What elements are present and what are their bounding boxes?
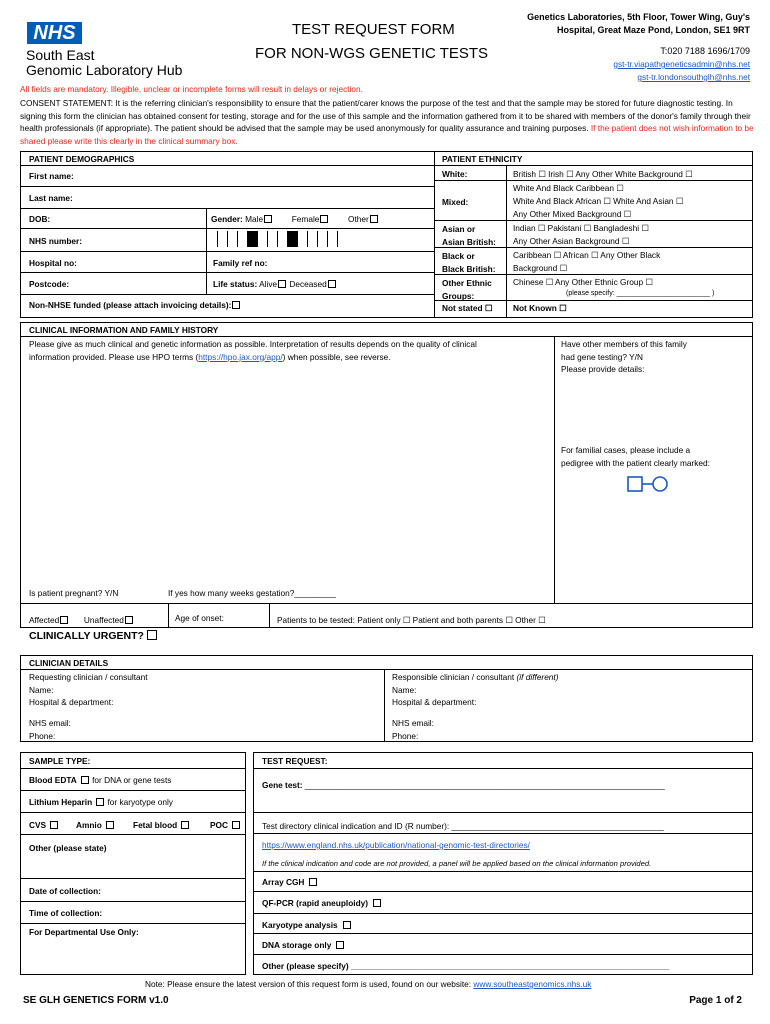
test-other[interactable]: Other (please specify) _____________________________________________________________________	[262, 961, 670, 971]
collection-time-label[interactable]: Time of collection:	[29, 908, 103, 918]
pedigree-instruction: For familial cases, please include a pedigree with the patient clearly marked:	[561, 445, 710, 468]
ethnicity-other-label: Other Ethnic Groups:	[442, 278, 492, 301]
unaffected-label: Unaffected	[83, 615, 124, 625]
pregnant-question: Is patient pregnant? Y/N	[29, 588, 119, 598]
test-array-cgh[interactable]: Array CGH	[262, 877, 318, 887]
gene-test-field[interactable]: Gene test: ______________________________________________________________________________	[262, 780, 665, 790]
clinical-info-table	[20, 322, 753, 628]
test-directory-field[interactable]: Test directory clinical indication and ID (R number): ______________________________________________	[262, 821, 664, 831]
collection-date-label[interactable]: Date of collection:	[29, 886, 101, 896]
gender-other-label: Other	[348, 214, 369, 224]
sample-fetal-blood[interactable]: Fetal blood	[133, 820, 190, 830]
ethnicity-other-specify[interactable]: (please specify: ________________________ )	[566, 290, 715, 297]
ethnicity-asian-options-1[interactable]: Indian ☐ Pakistani ☐ Bangladeshi ☐	[513, 223, 649, 233]
postcode-label: Postcode:	[29, 279, 70, 289]
clinical-instructions: Please give as much clinical and genetic information as possible. Interpretation of results depends on the quality of clinical information provided. Please use HPO terms (https://hpo.jax.org/app/) when possible, see reverse.	[29, 339, 477, 362]
pedigree-icon	[627, 474, 671, 496]
ethnicity-white-options[interactable]: British ☐ Irish ☐ Any Other White Background ☐	[513, 169, 693, 179]
ethnicity-mixed-options-2[interactable]: White And Black African ☐ White And Asian ☐	[513, 196, 684, 206]
ethnicity-not-known[interactable]: Not Known ☐	[513, 303, 567, 313]
sample-cvs[interactable]: CVS	[29, 820, 59, 830]
ethnicity-black-options-1[interactable]: Caribbean ☐ African ☐ Any Other Black	[513, 250, 661, 260]
test-karyotype[interactable]: Karyotype analysis	[262, 920, 352, 930]
gender-label: Gender:	[211, 214, 243, 224]
clinician-heading: CLINICIAN DETAILS	[29, 658, 109, 668]
sample-heading: SAMPLE TYPE:	[29, 756, 91, 766]
dob-label: DOB:	[29, 214, 51, 224]
test-request-heading: TEST REQUEST:	[262, 756, 328, 766]
footer-note: Note: Please ensure the latest version of this request form is used, found on our website: www.southeastgenomics.nhs.uk	[145, 979, 592, 989]
panel-note: If the clinical indication and code are not provided, a panel will be applied based on the clinical information provided.	[262, 859, 652, 868]
nhs-logo: NHS	[27, 22, 82, 44]
org-name-line2: Genomic Laboratory Hub	[26, 62, 183, 78]
test-request-table	[253, 752, 753, 975]
ethnicity-black-options-2[interactable]: Background ☐	[513, 263, 568, 273]
affected-label: Affected	[29, 615, 60, 625]
ethnicity-asian-label: Asian or Asian British:	[442, 224, 496, 247]
gender-male-label: Male	[245, 214, 264, 224]
life-status-field	[213, 279, 337, 289]
affected-field	[29, 615, 134, 625]
patients-to-be-tested[interactable]: Patients to be tested: Patient only ☐ Patient and both parents ☐ Other ☐	[277, 615, 546, 625]
demographics-ethnicity-table	[20, 151, 753, 318]
gender-female-label: Female	[291, 214, 320, 224]
form-title-line2: FOR NON-WGS GENETIC TESTS	[255, 45, 489, 62]
website-link[interactable]: www.southeastgenomics.nhs.uk	[473, 979, 592, 989]
gender-other-checkbox[interactable]	[370, 215, 378, 223]
affected-checkbox[interactable]	[60, 616, 68, 624]
gender-female-checkbox[interactable]	[320, 215, 328, 223]
sample-blood-edta[interactable]: Blood EDTA for DNA or gene tests	[29, 775, 172, 785]
sample-amnio[interactable]: Amnio	[76, 820, 115, 830]
alive-label: Alive	[259, 279, 278, 289]
demographics-heading: PATIENT DEMOGRAPHICS	[29, 154, 135, 164]
hpo-link[interactable]: https://hpo.jax.org/app/	[198, 351, 283, 362]
requesting-clinician[interactable]: Requesting clinician / consultant Name: Hospital & department:	[29, 672, 148, 707]
test-dna-storage[interactable]: DNA storage only	[262, 940, 345, 950]
consent-red-text: If the patient does not wish information to be shared please write this clearly in the clinical summary box.	[20, 123, 754, 146]
ethnicity-asian-options-2[interactable]: Any Other Asian Background ☐	[513, 236, 630, 246]
deceased-label: Deceased	[289, 279, 327, 289]
ethnicity-not-stated[interactable]: Not stated ☐	[442, 303, 493, 313]
nhs-number-boxes[interactable]	[217, 231, 338, 247]
family-testing-question: Have other members of this family had gene testing? Y/N Please provide details:	[561, 339, 687, 374]
lab-email-2[interactable]: gst-tr.londonsouthglh@nhs.net	[637, 72, 750, 82]
nhs-number-label: NHS number:	[29, 236, 83, 246]
ethnicity-mixed-options-3[interactable]: Any Other Mixed Background ☐	[513, 209, 632, 219]
sample-type-table	[20, 752, 246, 975]
clinician-details-table	[20, 655, 753, 742]
test-qf-pcr[interactable]: QF-PCR (rapid aneuploidy)	[262, 898, 382, 908]
sample-other-label[interactable]: Other (please state)	[29, 843, 107, 853]
non-nhse-checkbox[interactable]	[232, 301, 240, 309]
responsible-clinician[interactable]: Responsible clinician / consultant (if different) Name: Hospital & department:	[392, 672, 559, 707]
ethnicity-mixed-options-1[interactable]: White And Black Caribbean ☐	[513, 183, 624, 193]
page-number: Page 1 of 2	[689, 995, 742, 1006]
gender-male-checkbox[interactable]	[264, 215, 272, 223]
consent-text: CONSENT STATEMENT: It is the referring clinician's responsibility to ensure that the patient/carer knows the purpose of the test and that the sample may be stored for future diagnostic testing. In signing this form the clinician has obtained consent for testing, storage and for the use of this sample and the information gathered from it to be shared with members of the donor's family through their health professionals (if appropriate). The patient should be advised that the sample may be used anonymously for quality assurance and training purposes.	[20, 98, 751, 133]
clinical-summary-area[interactable]	[25, 365, 550, 580]
unaffected-checkbox[interactable]	[125, 616, 133, 624]
responsible-contact[interactable]: NHS email: Phone:	[392, 718, 434, 741]
ethnicity-heading: PATIENT ETHNICITY	[442, 154, 523, 164]
sample-lithium-heparin[interactable]: Lithium Heparin for karyotype only	[29, 797, 173, 807]
ethnicity-black-label: Black or Black British:	[442, 251, 496, 274]
age-of-onset-label: Age of onset:	[175, 613, 224, 623]
consent-statement	[20, 97, 755, 147]
ethnicity-mixed-label: Mixed:	[442, 197, 469, 207]
mandatory-note: All fields are mandatory. Illegible, unclear or incomplete forms will result in delays or rejection.	[20, 84, 363, 94]
test-directory-link[interactable]: https://www.england.nhs.uk/publication/national-genomic-test-directories/	[262, 840, 530, 850]
clinically-urgent: CLINICALLY URGENT?	[29, 630, 157, 642]
lab-address-line1: Genetics Laboratories, 5th Floor, Tower Wing, Guy's	[527, 12, 750, 22]
departmental-use-label: For Departmental Use Only:	[29, 927, 139, 937]
sample-poc[interactable]: POC	[210, 820, 241, 830]
gestation-question: If yes how many weeks gestation?_________	[168, 588, 336, 598]
org-name-line1: South East	[26, 47, 95, 63]
form-version: SE GLH GENETICS FORM v1.0	[23, 995, 169, 1006]
requesting-contact[interactable]: NHS email: Phone:	[29, 718, 71, 741]
gender-field	[211, 214, 379, 224]
lab-phone: T:020 7188 1696/1709	[660, 46, 750, 56]
non-nhse-label: Non-NHSE funded (please attach invoicing details):	[29, 300, 241, 310]
clinically-urgent-checkbox[interactable]	[147, 630, 157, 640]
alive-checkbox[interactable]	[278, 280, 286, 288]
family-ref-label: Family ref no:	[213, 258, 268, 268]
hospital-no-label: Hospital no:	[29, 258, 77, 268]
last-name-label: Last name:	[29, 193, 73, 203]
ethnicity-other-options-1[interactable]: Chinese ☐ Any Other Ethnic Group ☐	[513, 277, 653, 287]
lab-address-line2: Hospital, Great Maze Pond, London, SE1 9RT	[556, 25, 750, 35]
ethnicity-white-label: White:	[442, 169, 468, 179]
deceased-checkbox[interactable]	[328, 280, 336, 288]
life-status-label: Life status:	[213, 279, 258, 289]
clinical-heading: CLINICAL INFORMATION AND FAMILY HISTORY	[29, 325, 219, 335]
first-name-label: First name:	[29, 171, 74, 181]
lab-email-1[interactable]: gst-tr.viapathgeneticsadmin@nhs.net	[613, 59, 750, 69]
form-title-line1: TEST REQUEST FORM	[292, 21, 455, 38]
